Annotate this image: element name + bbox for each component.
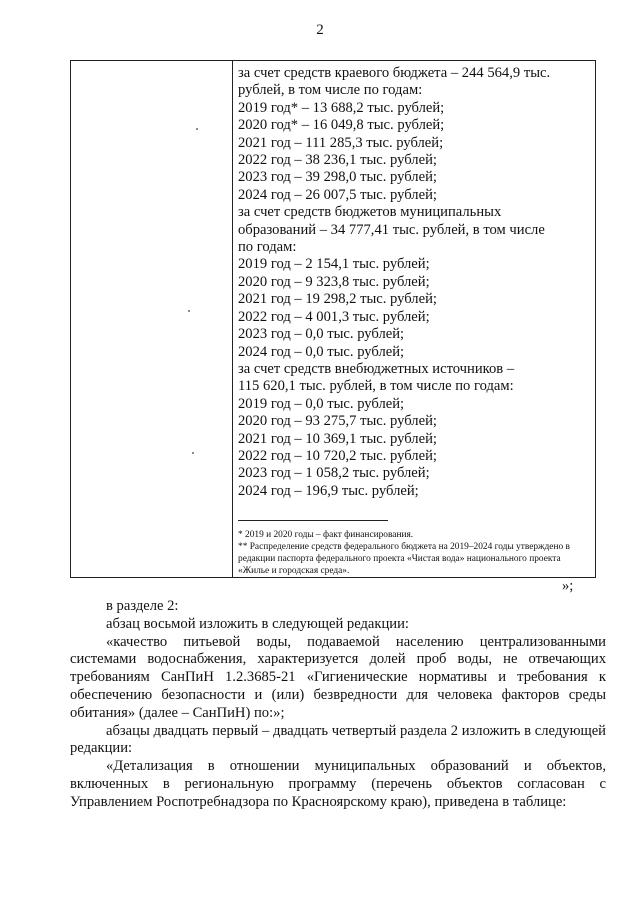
funding-line: 2024 год – 196,9 тыс. рублей;	[238, 482, 419, 499]
paragraph-quoted-text: «качество питьевой воды, подаваемой населению централизованными системами водоснабжения, характеризуется долей проб воды, не отвечающих требованиям СанПиН 1.2.3685-21 «Гигиенические нормативы и требования к обеспечению безопасности и (или) безвредности для человека факторов среды обитания» (далее – СанПиН) по:»;	[70, 633, 606, 721]
closing-quote-mark: »;	[562, 578, 574, 594]
funding-cell	[238, 65, 590, 577]
funding-line: 2019 год* – 13 688,2 тыс. рублей;	[238, 99, 445, 116]
page-number: 2	[316, 22, 324, 38]
paragraph-instruction: абзацы двадцать первый – двадцать четвертый раздела 2 изложить в следующей редакции:	[70, 722, 606, 757]
funding-line: 115 620,1 тыс. рублей, в том числе по годам:	[238, 378, 514, 395]
scan-speck	[188, 310, 190, 312]
scan-speck	[196, 128, 198, 130]
footnote-1: * 2019 и 2020 годы – факт финансирования.	[238, 530, 414, 541]
funding-line: рублей, в том числе по годам:	[238, 82, 423, 99]
funding-line: по годам:	[238, 239, 297, 256]
funding-line: 2019 год – 0,0 тыс. рублей;	[238, 395, 405, 412]
funding-line: за счет средств краевого бюджета – 244 564,9 тыс.	[238, 65, 551, 81]
funding-line: 2019 год – 2 154,1 тыс. рублей;	[238, 256, 430, 273]
funding-line: 2024 год – 26 007,5 тыс. рублей;	[238, 186, 437, 203]
footnote-separator	[238, 520, 388, 521]
funding-line: 2020 год – 9 323,8 тыс. рублей;	[238, 273, 430, 290]
funding-line: 2020 год* – 16 049,8 тыс. рублей;	[238, 117, 445, 134]
funding-line: за счет средств внебюджетных источников –	[238, 360, 515, 377]
funding-line: 2022 год – 38 236,1 тыс. рублей;	[238, 152, 437, 169]
funding-line: 2024 год – 0,0 тыс. рублей;	[238, 343, 405, 360]
body-text	[70, 598, 606, 812]
paragraph-instruction: абзац восьмой изложить в следующей редакции:	[106, 615, 409, 632]
footnote-2: ** Распределение средств федерального бюджета на 2019–2024 годы утверждено в редакции паспорта федерального проекта «Чистая вода» национального проекта «Жилье и городская среда».	[238, 542, 570, 577]
funding-line: 2023 год – 39 298,0 тыс. рублей;	[238, 169, 437, 186]
funding-line: 2022 год – 10 720,2 тыс. рублей;	[238, 447, 437, 464]
funding-line: 2023 год – 1 058,2 тыс. рублей;	[238, 465, 430, 482]
funding-line: образований – 34 777,41 тыс. рублей, в том числе	[238, 221, 545, 238]
funding-line: 2023 год – 0,0 тыс. рублей;	[238, 326, 405, 343]
scan-speck	[192, 452, 194, 454]
paragraph-section-heading: в разделе 2:	[106, 598, 179, 614]
table-column-divider	[232, 61, 233, 577]
funding-line: 2020 год – 93 275,7 тыс. рублей;	[238, 413, 437, 430]
passport-table	[70, 60, 596, 578]
paragraph-quoted-text: «Детализация в отношении муниципальных образований и объектов, включенных в региональную программу (перечень объектов согласован с Управлением Роспотребнадзора по Красноярскому краю), приведена в таблице:	[70, 758, 606, 810]
funding-line: 2021 год – 10 369,1 тыс. рублей;	[238, 430, 437, 447]
funding-line: 2021 год – 111 285,3 тыс. рублей;	[238, 134, 444, 151]
funding-line: 2021 год – 19 298,2 тыс. рублей;	[238, 291, 437, 308]
funding-line: за счет средств бюджетов муниципальных	[238, 204, 502, 221]
funding-line: 2022 год – 4 001,3 тыс. рублей;	[238, 308, 430, 325]
